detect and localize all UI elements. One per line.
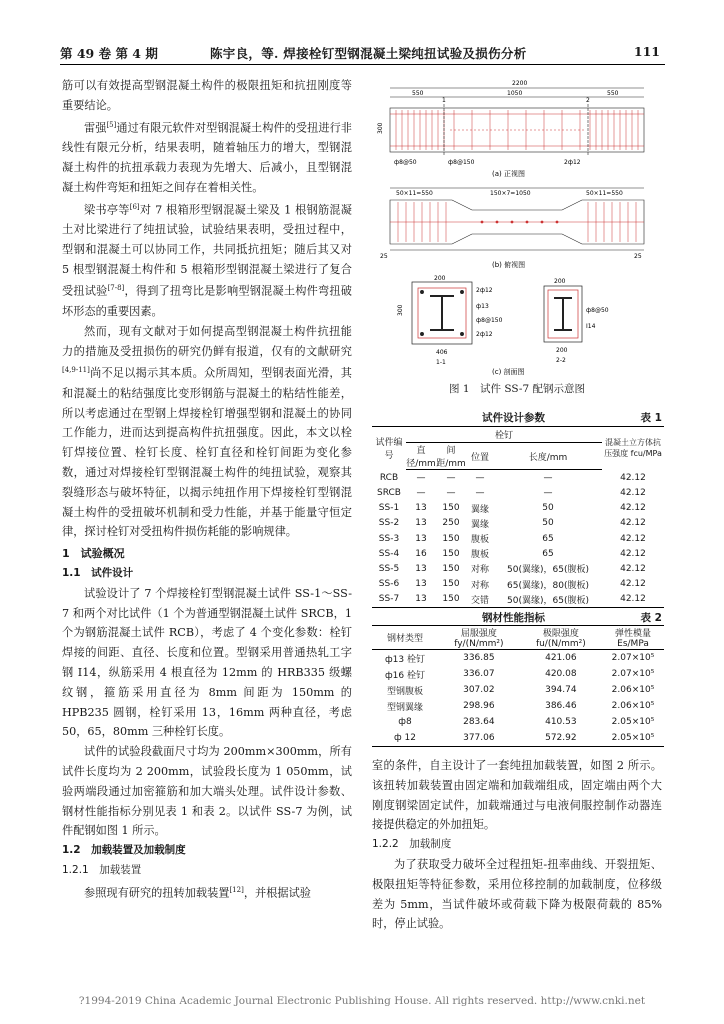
dim-50x7: 150×7=1050: [490, 190, 531, 197]
table-row: [372, 577, 664, 592]
table-cell: 42.12: [620, 503, 646, 514]
table-cell: 2.07×10⁵: [611, 653, 655, 663]
paragraph: 然而，现有文献对于如何提高型钢混凝土构件抗扭能力的措施及受扭损伤的研究仍鲜有报道，仅有的文献研究[4,9-11]尚不足以揭示其本质。众所周知，型钢表面光滑，其和混凝土的粘结强度比变形钢筋与混凝土的粘结性能差，所以考虑通过在型钢上焊接栓钉增强型钢和混凝土的协同工作能力，进而达到提高构件抗扭强度。因此，本文以栓钉焊接位置、栓钉长度、栓钉直径和栓钉间距为变化参数，通过对焊接栓钉型钢混凝土构件的纯扭试验，观察其裂缝形态与破坏特征，以揭示纯扭作用下焊接栓钉型钢混凝土构件的受扭破坏机制和受力性能，并基于能量守恒定律，探讨栓钉对受扭构件损伤耗能的影响规律。: [62, 324, 352, 539]
journal-issue: 第 49 卷 第 4 期: [60, 46, 158, 61]
label-phi12: 2ф12: [476, 331, 493, 338]
table-cell: —: [475, 487, 485, 498]
section-2-2: 2-2: [556, 357, 566, 364]
section-mark: 2: [586, 97, 590, 104]
table-cell: 42.12: [620, 563, 646, 574]
table-1-specimen-parameters: [372, 426, 664, 608]
table-cell: 42.12: [620, 472, 646, 483]
table-cell: SS-7: [372, 592, 406, 608]
dim-25: 25: [380, 253, 388, 260]
table-cell: 型钢翼缘: [386, 702, 423, 713]
dim-200: 200: [554, 278, 566, 285]
paragraph: 筋可以有效提高型钢混凝土构件的极限扭矩和抗扭刚度等重要结论。: [62, 79, 352, 112]
paragraph: 室的条件，自主设计了一套纯扭加载装置，如图 2 所示。该扭转加载装置由固定端和加载端组成，固定端由两个大刚度钢梁固定试件，加载端通过与电液伺服控制作动器连接提供稳定的外加扭矩。: [372, 759, 662, 832]
table-cell: 572.92: [520, 730, 602, 747]
table-row: [372, 501, 664, 516]
article-running-title: 陈宇良，等. 焊接栓钉型钢混凝土梁纯扭试验及损伤分析: [210, 46, 527, 61]
label-phi8-150: ф8@150: [448, 159, 475, 166]
dim-550: 550: [412, 90, 424, 97]
section-heading: 1 试验概况: [62, 547, 125, 561]
table-cell: 283.64: [463, 717, 495, 727]
subsection-heading: 1.2 加载装置及加载制度: [62, 844, 186, 857]
label-phi8: ф8@150: [476, 317, 503, 324]
column-header: 混凝土立方体抗压强度 fcu/MPa: [602, 427, 664, 470]
table-cell: 42.12: [620, 533, 646, 544]
table-cell: 250: [442, 518, 460, 529]
label-phi8-50: ф8@50: [394, 159, 417, 166]
table-cell: 50: [542, 503, 554, 514]
citation: [12]: [229, 885, 244, 894]
table-cell: SS-6: [378, 579, 400, 590]
table-row: [372, 698, 664, 714]
table-row: [372, 516, 664, 531]
table-2-steel-properties: [372, 625, 664, 747]
table-cell: 150: [442, 579, 460, 590]
table-cell: —: [446, 472, 456, 483]
table-cell: SS-1: [378, 503, 400, 514]
table-cell: 421.06: [545, 653, 577, 663]
subfig-a-caption: (a) 正视图: [492, 170, 525, 178]
page-number: 111: [633, 44, 660, 59]
table-cell: 2.05×10⁵: [602, 730, 664, 747]
table-cell: 13: [415, 518, 427, 529]
table-cell: 307.02: [463, 685, 495, 695]
table-cell: 13: [415, 579, 427, 590]
table-cell: 65: [542, 548, 554, 559]
label-phi12: 2ф12: [564, 159, 581, 166]
table-cell: ф13 栓钉: [384, 654, 425, 665]
dim-300: 300: [377, 122, 384, 134]
table-cell: SS-4: [378, 548, 400, 559]
column-header: 栓钉: [406, 427, 602, 443]
section-mark: 1: [442, 97, 446, 104]
table-cell: 腹板: [470, 535, 489, 546]
table-cell: 336.85: [463, 653, 495, 663]
table-cell: 13: [406, 592, 436, 608]
column-header: 间距/mm: [436, 443, 466, 470]
table-cell: 42.12: [620, 579, 646, 590]
top-view: [390, 188, 644, 250]
paragraph: 为了获取受力破坏全过程扭矩-扭率曲线、开裂扭矩、极限扭矩等特征参数，采用位移控制的加载制度，位移级差为 5mm，当试件破坏或荷载下降为极限荷载的 85%时，停止试验。: [372, 857, 662, 931]
table-cell: 65: [542, 533, 554, 544]
table-cell: —: [543, 487, 553, 498]
citation: [5]: [106, 120, 117, 129]
table-cell: 150: [442, 563, 460, 574]
dim-200: 200: [434, 275, 446, 282]
table-cell: —: [416, 472, 426, 483]
table-cell: 394.74: [545, 685, 577, 695]
column-header: 直径/mm: [406, 443, 436, 470]
table-cell: 对称: [470, 565, 489, 576]
table-cell: SS-5: [378, 563, 400, 574]
table-cell: 42.12: [620, 548, 646, 559]
figure-caption: 图 1 试件 SS-7 配钢示意图: [448, 383, 585, 395]
table-cell: 16: [415, 548, 427, 559]
label-phi12: 2ф12: [476, 287, 493, 294]
table-cell: ф16 栓钉: [384, 670, 425, 681]
subsubsection-heading: 1.2.2 加载制度: [372, 838, 452, 851]
table-cell: 2.05×10⁵: [611, 717, 655, 727]
table-cell: 50: [542, 518, 554, 529]
table-cell: 13: [415, 563, 427, 574]
paragraph: 试件的试验段截面尺寸均为 200mm×300mm，所有试件长度均为 2 200mm，试验段长度为 1 050mm，试验两端段通过加密箍筋和加大端头处理。试件设计参数、钢材性能指标分别见表 1 和表 2。以试件 SS-7 为例，试件配钢如图 1 所示。: [62, 745, 352, 838]
table-row: [372, 531, 664, 546]
table-cell: 150: [442, 533, 460, 544]
table-title: 钢材性能指标: [482, 612, 545, 624]
cross-section: [412, 282, 582, 344]
label-phi8-50: ф8@50: [586, 307, 609, 314]
table-row: [372, 592, 664, 608]
table-cell: —: [416, 487, 426, 498]
subfig-c-caption: (c) 剖面图: [492, 368, 525, 376]
paragraph: 参照现有研究的扭转加载装置[12]，并根据试验: [84, 885, 311, 900]
table-label: 表 2: [640, 612, 662, 624]
table-cell: 2.06×10⁵: [611, 701, 655, 711]
table-row: [372, 650, 664, 667]
table-row: [372, 714, 664, 730]
subsubsection-heading: 1.2.1 加载装置: [62, 864, 142, 877]
table-cell: ф 12: [372, 730, 438, 747]
table-row: [372, 470, 664, 486]
table-row: [372, 485, 664, 500]
table-cell: 336.07: [463, 669, 495, 679]
table-cell: 2.07×10⁵: [611, 669, 655, 679]
column-header: 弹性模量 Es/MPa: [602, 626, 664, 650]
table-title: 试件设计参数: [482, 412, 545, 424]
table-cell: 50(翼缘)，65(腹板): [507, 565, 589, 576]
header-rule: [60, 64, 665, 65]
front-view: [390, 88, 644, 156]
label-i14: I14: [586, 323, 596, 330]
table-cell: 150: [436, 592, 466, 608]
table-cell: 420.08: [545, 669, 577, 679]
table-cell: ф8: [398, 717, 412, 727]
column-header: 试件编号: [372, 427, 406, 470]
table-cell: SS-2: [378, 518, 400, 529]
table-cell: 65(翼缘)，80(腹板): [507, 580, 589, 591]
right-column: [372, 756, 662, 934]
table-row: [372, 682, 664, 698]
table-cell: 42.12: [602, 592, 664, 608]
dim-2200: 2200: [512, 80, 528, 87]
table-cell: SS-3: [378, 533, 400, 544]
column-header: 钢材类型: [372, 626, 438, 650]
table-cell: 377.06: [438, 730, 520, 747]
table-cell: 交错: [466, 592, 494, 608]
table-cell: 翼缘: [470, 519, 489, 530]
table-cell: 42.12: [620, 487, 646, 498]
paragraph: 试验设计了 7 个焊接栓钉型钢混凝土试件 SS-1～SS-7 和两个对比试件（1 个为普通型钢混凝土试件 SRCB，1 个为钢筋混凝土试件 RCB），考虑了 4 个变化参数：栓钉焊接的间距、直径、长度和位置。型钢采用普通热轧工字钢 I14，纵筋采用 4 根直径为 12mm 的 HRB335 级螺纹钢，箍筋采用直径为 8mm 间距为 150mm 的 HPB235 圆钢，栓钉采用 13，16mm 两种直径，考虑 50，65，80mm 三种栓钉长度。: [62, 586, 352, 739]
table-cell: 2.06×10⁵: [611, 685, 655, 695]
table-cell: 150: [442, 503, 460, 514]
table-cell: 50(翼缘)，65(腹板): [494, 592, 602, 608]
table-row: [372, 666, 664, 682]
table-cell: 410.53: [545, 717, 577, 727]
dim-406: 406: [436, 349, 448, 356]
table-cell: RCB: [379, 472, 399, 483]
paragraph: 雷强[5]通过有限元软件对型钢混凝土构件的受扭进行非线性有限元分析，结果表明，随着轴压力的增大，型钢混凝土构件的抗扭承载力表现为先增大、后减小，且型钢混凝土构件弯矩和扭矩之间存在着相关性。: [62, 120, 352, 194]
table-cell: —: [446, 487, 456, 498]
citation: [4,9-11]: [62, 366, 90, 375]
table-cell: 150: [442, 548, 460, 559]
copyright-footer: ?1994-2019 China Academic Journal Electronic Publishing House. All rights reserved. http://www.cnki.net: [78, 995, 646, 1007]
subfig-b-caption: (b) 俯视图: [492, 261, 526, 269]
left-column: [62, 76, 352, 903]
table-cell: 对称: [470, 580, 489, 591]
table-cell: 298.96: [463, 701, 495, 711]
dim-25: 25: [634, 253, 642, 260]
subsection-heading: 1.1 试件设计: [62, 567, 134, 580]
dim-300: 300: [397, 304, 404, 316]
table-cell: —: [543, 472, 553, 483]
table-label: 表 1: [640, 412, 662, 424]
table-row: [372, 561, 664, 576]
dim-50x11: 50×11=550: [396, 190, 433, 197]
column-header: 极限强度 fu/(N/mm²): [520, 626, 602, 650]
table-cell: SRCB: [377, 487, 401, 498]
figure-1-reinforcement-diagram: [372, 76, 662, 376]
table-cell: 型钢腹板: [386, 686, 423, 697]
table-cell: 42.12: [620, 518, 646, 529]
dim-50x11: 50×11=550: [586, 190, 623, 197]
table-cell: 13: [415, 533, 427, 544]
running-header: [60, 44, 660, 66]
label-phi13: ф13: [476, 303, 489, 310]
table-cell: —: [475, 472, 485, 483]
citation: [6]: [129, 202, 140, 211]
column-header: 位置: [466, 443, 494, 470]
table-row: [372, 546, 664, 561]
table-cell: 13: [415, 503, 427, 514]
table-cell: 翼缘: [470, 504, 489, 515]
dim-550: 550: [607, 90, 619, 97]
table-row: [372, 730, 664, 747]
paragraph: 梁书亭等[6]对 7 根箱形型钢混凝土梁及 1 根钢筋混凝土对比梁进行了纯扭试验，试验结果表明，受扭过程中，型钢和混凝土可以协同工作，共同抵抗扭矩；随后其又对 5 根型钢混凝土构件和 5 根箱形型钢混凝土梁进行了复合受扭试验[7-8]，得到了扭弯比是影响型钢混凝土构件弯扭破坏形态的重要因素。: [62, 202, 352, 318]
table-cell: 腹板: [470, 550, 489, 561]
dim-1050: 1050: [507, 90, 523, 97]
section-1-1: 1-1: [436, 359, 446, 366]
citation: [7-8]: [107, 284, 125, 293]
column-header: 长度/mm: [494, 443, 602, 470]
column-header: 屈服强度 fy/(N/mm²): [438, 626, 520, 650]
dim-200: 200: [556, 347, 568, 354]
table-cell: 386.46: [545, 701, 577, 711]
